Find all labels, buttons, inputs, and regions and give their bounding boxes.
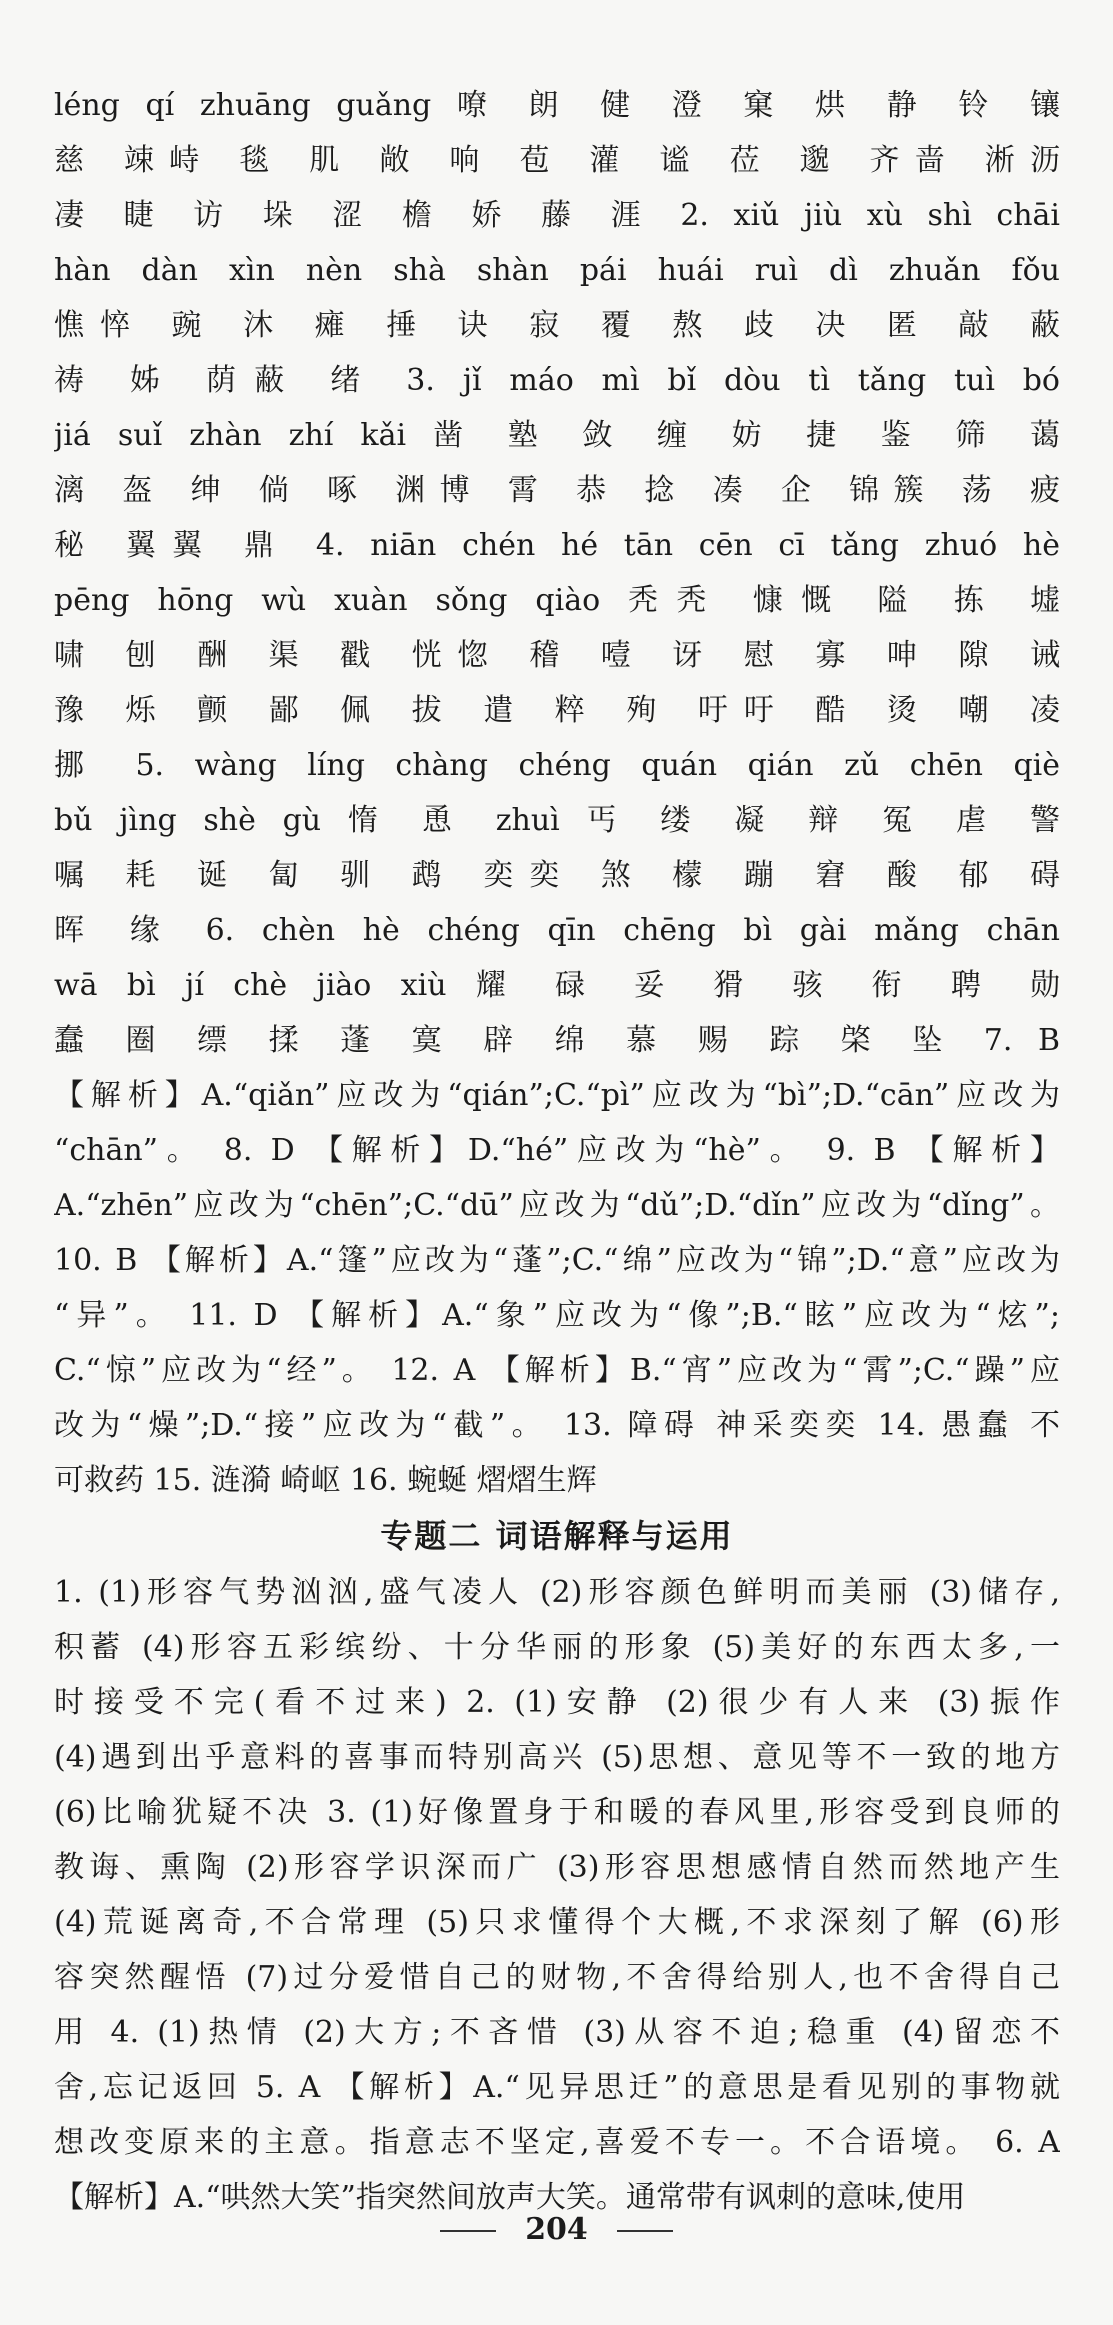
page-content [54,78,1060,2225]
text-line: 1. (1)形容气势汹汹,盛气凌人 (2)形容颜色鲜明而美丽 (3)储存, [54,1575,1060,1610]
text-line: jiá suǐ zhàn zhí kǎi 凿 塾 敛 缠 妨 捷 鉴 筛 蔼 [54,418,1060,453]
text-line: 容突然醒悟 (7)过分爱惜自己的财物,不舍得给别人,也不舍得自己 [54,1960,1060,1995]
text-line: “异”。 11. D 【解析】A.“象”应改为“像”;B.“眩”应改为“炫”; [54,1298,1060,1333]
text-line: hàn dàn xìn nèn shà shàn pái huái ruì dì zhuǎn fǒu [54,253,1060,288]
footer-dash-right [617,2230,673,2232]
text-line: 用 4. (1)热情 (2)大方;不吝惜 (3)从容不迫;稳重 (4)留恋不 [54,2015,1060,2050]
text-line: wā bì jí chè jiào xiù 耀 碌 妥 猾 骇 衔 聘 勋 [54,968,1060,1003]
section-1-answers [54,78,1060,1508]
text-line: (6)比喻犹疑不决 3. (1)好像置身于和暖的春风里,形容受到良师的 [54,1795,1060,1830]
page-footer [0,2210,1113,2250]
text-line: 秘 翼翼 鼎 4. niān chén hé tān cēn cī tǎng zhuó hè [54,528,1060,563]
text-line: 凄 睫 访 垛 涩 檐 娇 藤 涯 2. xiǔ jiù xù shì chāi [54,198,1060,233]
text-line: 漓 盔 绅 倘 啄 渊博 霄 恭 捻 凑 企 锦簇 荡 疲 [54,473,1060,508]
text-line: (4)荒诞离奇,不合常理 (5)只求懂得个大概,不求深刻了解 (6)形 [54,1905,1060,1940]
text-line: 【解析】A.“哄然大笑”指突然间放声大笑。通常带有讽刺的意味,使用 [54,2180,966,2215]
text-line: 蠢 圈 缥 揉 蓬 寞 辟 绵 慕 赐 踪 棨 坠 7. B [54,1023,1060,1058]
text-line: 舍,忘记返回 5. A 【解析】A.“见异思迁”的意思是看见别的事物就 [54,2070,1060,2105]
text-line: 【解析】A.“qiǎn”应改为“qián”;C.“pì”应改为“bì”;D.“cān”应改为 [54,1078,1060,1113]
text-line: (4)遇到出乎意料的喜事而特别高兴 (5)思想、意见等不一致的地方 [54,1740,1060,1775]
text-line: 嘱 耗 诞 匐 驯 鹉 奕奕 煞 檬 蹦 窘 酸 郁 碍 [54,858,1060,893]
text-line: C.“惊”应改为“经”。 12. A 【解析】B.“宵”应改为“霄”;C.“躁”应 [54,1353,1060,1388]
text-line: 慈 竦峙 毯 肌 敞 响 苞 灌 谧 莅 邈 齐啬 淅沥 [54,143,1060,178]
text-line: 10. B 【解析】A.“篷”应改为“蓬”;C.“绵”应改为“锦”;D.“意”应改为 [54,1243,1060,1278]
text-line: 想改变原来的主意。指意志不坚定,喜爱不专一。不合语境。 6. A [54,2125,1060,2160]
text-line: 教诲、熏陶 (2)形容学识深而广 (3)形容思想感情自然而然地产生 [54,1850,1060,1885]
text-line: léng qí zhuāng guǎng 嘹 朗 健 澄 窠 烘 静 铃 镶 [54,88,1060,123]
section-2-answers [54,1565,1060,2225]
text-line: A.“zhēn”应改为“chēn”;C.“dū”应改为“dǔ”;D.“dǐn”应改为“dǐng”。 [54,1188,1060,1223]
text-line: 豫 烁 颤 鄙 佩 拔 遣 粹 殉 吁吁 酷 烫 嘲 凌 [54,693,1060,728]
text-line: 挪 5. wàng líng chàng chéng quán qián zǔ chēn qiè [54,748,1060,783]
text-line: pēng hōng wù xuàn sǒng qiào 秃秃 慷慨 隘 拣 墟 [54,583,1060,618]
text-line: 积蓄 (4)形容五彩缤纷、十分华丽的形象 (5)美好的东西太多,一 [54,1630,1060,1665]
section-2-title: 专题二 词语解释与运用 [380,1517,734,1555]
text-line: 可救药 15. 涟漪 崎岖 16. 蜿蜒 熠熠生辉 [54,1463,597,1498]
footer-dash-left [440,2230,496,2232]
text-line: 时接受不完(看不过来) 2. (1)安静 (2)很少有人来 (3)振作 [54,1685,1060,1720]
page-number: 204 [525,2212,588,2247]
text-line: 晖 缘 6. chèn hè chéng qīn chēng bì gài mǎng chān [54,913,1060,948]
text-line: 啸 刨 酬 渠 戳 恍惚 稽 噎 讶 慰 寡 呻 隙 诫 [54,638,1060,673]
text-line: “chān”。 8. D 【解析】D.“hé”应改为“hè”。 9. B 【解析】 [54,1133,1060,1168]
text-line: 祷 姊 荫蔽 绪 3. jǐ máo mì bǐ dòu tì tǎng tuì bó [54,363,1060,398]
text-line: 改为“燥”;D.“接”应改为“截”。 13. 障碍 神采奕奕 14. 愚蠢 不 [54,1408,1060,1443]
text-line: bǔ jìng shè gù 惰 恿 zhuì 丐 缕 凝 辩 冤 虐 警 [54,803,1060,838]
text-line: 憔悴 豌 沐 瘫 捶 诀 寂 覆 熬 歧 决 匿 敲 蔽 [54,308,1060,343]
